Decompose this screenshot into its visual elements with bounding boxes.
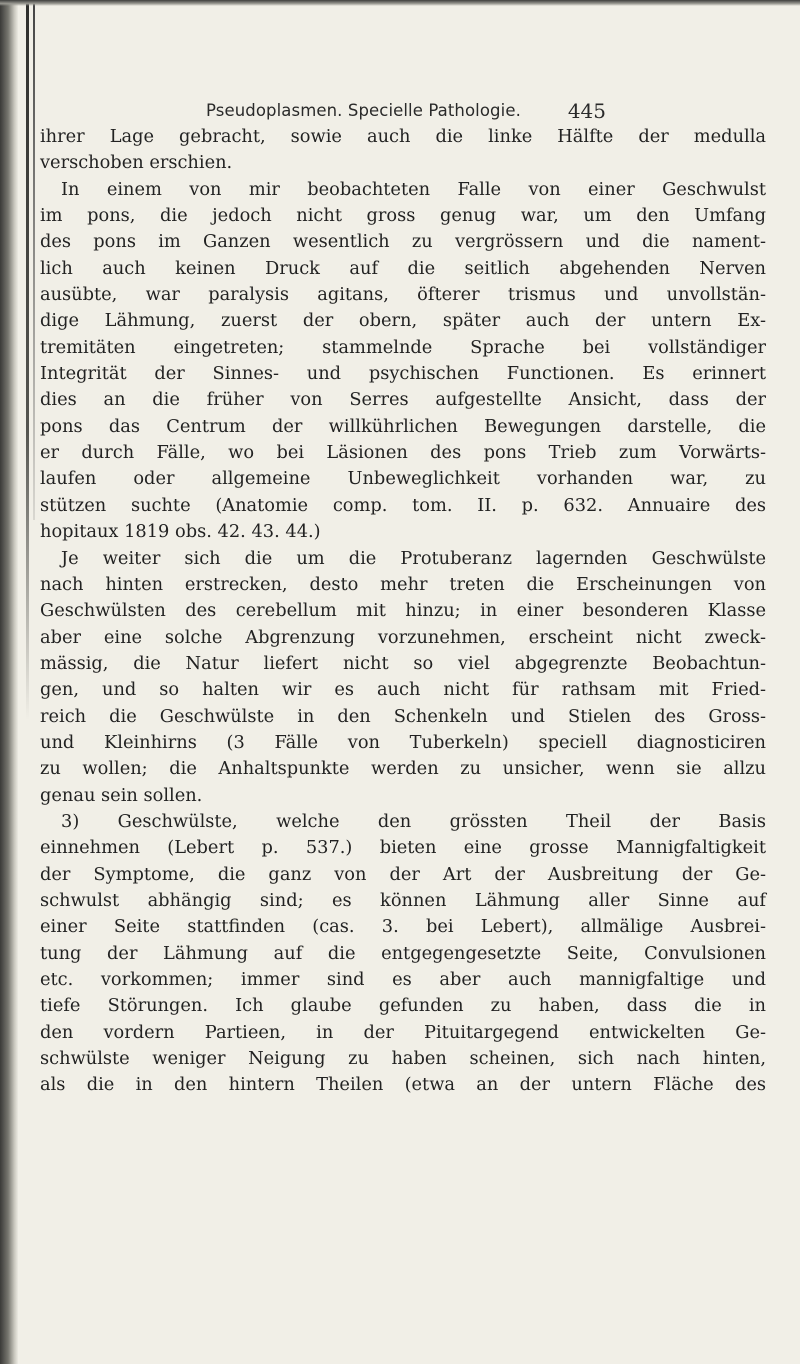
- text-line: den vordern Partieen, in der Pituitargegend entwickelten Ge-: [40, 1021, 766, 1043]
- text-line: und Kleinhirns (3 Fälle von Tuberkeln) speciell diagnosticiren: [40, 731, 766, 753]
- text-line: schwulst abhängig sind; es können Lähmung aller Sinne auf: [40, 889, 766, 911]
- body-text: [40, 124, 766, 1099]
- text-line: tung der Lähmung auf die entgegengesetzte Seite, Convulsionen: [40, 942, 766, 964]
- text-line: verschoben erschien.: [40, 152, 233, 174]
- page-top-edge: [0, 0, 800, 6]
- text-line: Integrität der Sinnes- und psychischen Functionen. Es erinnert: [40, 363, 766, 385]
- text-line: der Symptome, die ganz von der Art der Ausbreitung der Ge-: [40, 863, 766, 885]
- text-line: ausübte, war paralysis agitans, öfterer trismus und unvollstän-: [40, 284, 766, 306]
- text-line: einnehmen (Lebert p. 537.) bieten eine grosse Mannigfaltigkeit: [40, 837, 766, 859]
- text-line: er durch Fälle, wo bei Läsionen des pons Trieb zum Vorwärts-: [40, 442, 766, 464]
- text-line: als die in den hintern Theilen (etwa an der untern Fläche des: [40, 1074, 766, 1096]
- text-line: im pons, die jedoch nicht gross genug war, um den Umfang: [40, 205, 766, 227]
- text-line: ihrer Lage gebracht, sowie auch die linke Hälfte der medulla: [40, 126, 766, 147]
- page-header: [206, 95, 606, 127]
- text-line: dige Lähmung, zuerst der obern, später auch der untern Ex-: [40, 310, 766, 332]
- binding-edge-line: [26, 0, 29, 720]
- running-title: Pseudoplasmen. Specielle Pathologie.: [206, 101, 521, 120]
- text-line: dies an die früher von Serres aufgestellte Ansicht, dass der: [40, 389, 766, 411]
- text-line: gen, und so halten wir es auch nicht für rathsam mit Fried-: [40, 679, 766, 701]
- paragraph-start-line: In einem von mir beobachteten Falle von einer Geschwulst: [61, 178, 766, 200]
- text-line: Geschwülsten des cerebellum mit hinzu; in einer besonderen Klasse: [40, 600, 766, 622]
- paragraph-start-line: 3) Geschwülste, welche den grössten Theil der Basis: [61, 810, 766, 832]
- text-line: stützen suchte (Anatomie comp. tom. II. p. 632. Annuaire des: [40, 494, 766, 516]
- text-line: nach hinten erstrecken, desto mehr treten die Erscheinungen von: [40, 573, 766, 595]
- binding-edge-line-inner: [33, 0, 35, 520]
- text-line: zu wollen; die Anhaltspunkte werden zu unsicher, wenn sie allzu: [40, 758, 766, 780]
- text-line: laufen oder allgemeine Unbeweglichkeit vorhanden war, zu: [40, 468, 766, 490]
- text-line: lich auch keinen Druck auf die seitlich abgehenden Nerven: [40, 257, 766, 279]
- text-line: reich die Geschwülste in den Schenkeln und Stielen des Gross-: [40, 705, 766, 727]
- paragraph-start-line: Je weiter sich die um die Protuberanz lagernden Geschwülste: [61, 547, 766, 569]
- binding-shadow: [0, 0, 18, 1364]
- page-number: 445: [567, 99, 606, 123]
- text-line: hopitaux 1819 obs. 42. 43. 44.): [40, 521, 321, 543]
- text-line: mässig, die Natur liefert nicht so viel abgegrenzte Beobachtun-: [40, 652, 766, 674]
- text-line: tremitäten eingetreten; stammelnde Sprache bei vollständiger: [40, 336, 766, 358]
- text-line: schwülste weniger Neigung zu haben scheinen, sich nach hinten,: [40, 1048, 766, 1070]
- text-line: pons das Centrum der willkührlichen Bewegungen darstelle, die: [40, 415, 766, 437]
- text-line: etc. vorkommen; immer sind es aber auch mannigfaltige und: [40, 969, 766, 990]
- text-line: einer Seite stattfinden (cas. 3. bei Lebert), allmälige Ausbrei-: [40, 916, 766, 938]
- text-line: genau sein sollen.: [40, 784, 203, 806]
- text-line: tiefe Störungen. Ich glaube gefunden zu haben, dass die in: [40, 995, 766, 1017]
- text-line: aber eine solche Abgrenzung vorzunehmen, erscheint nicht zweck-: [40, 626, 766, 648]
- text-line: des pons im Ganzen wesentlich zu vergrössern und die nament-: [40, 231, 766, 253]
